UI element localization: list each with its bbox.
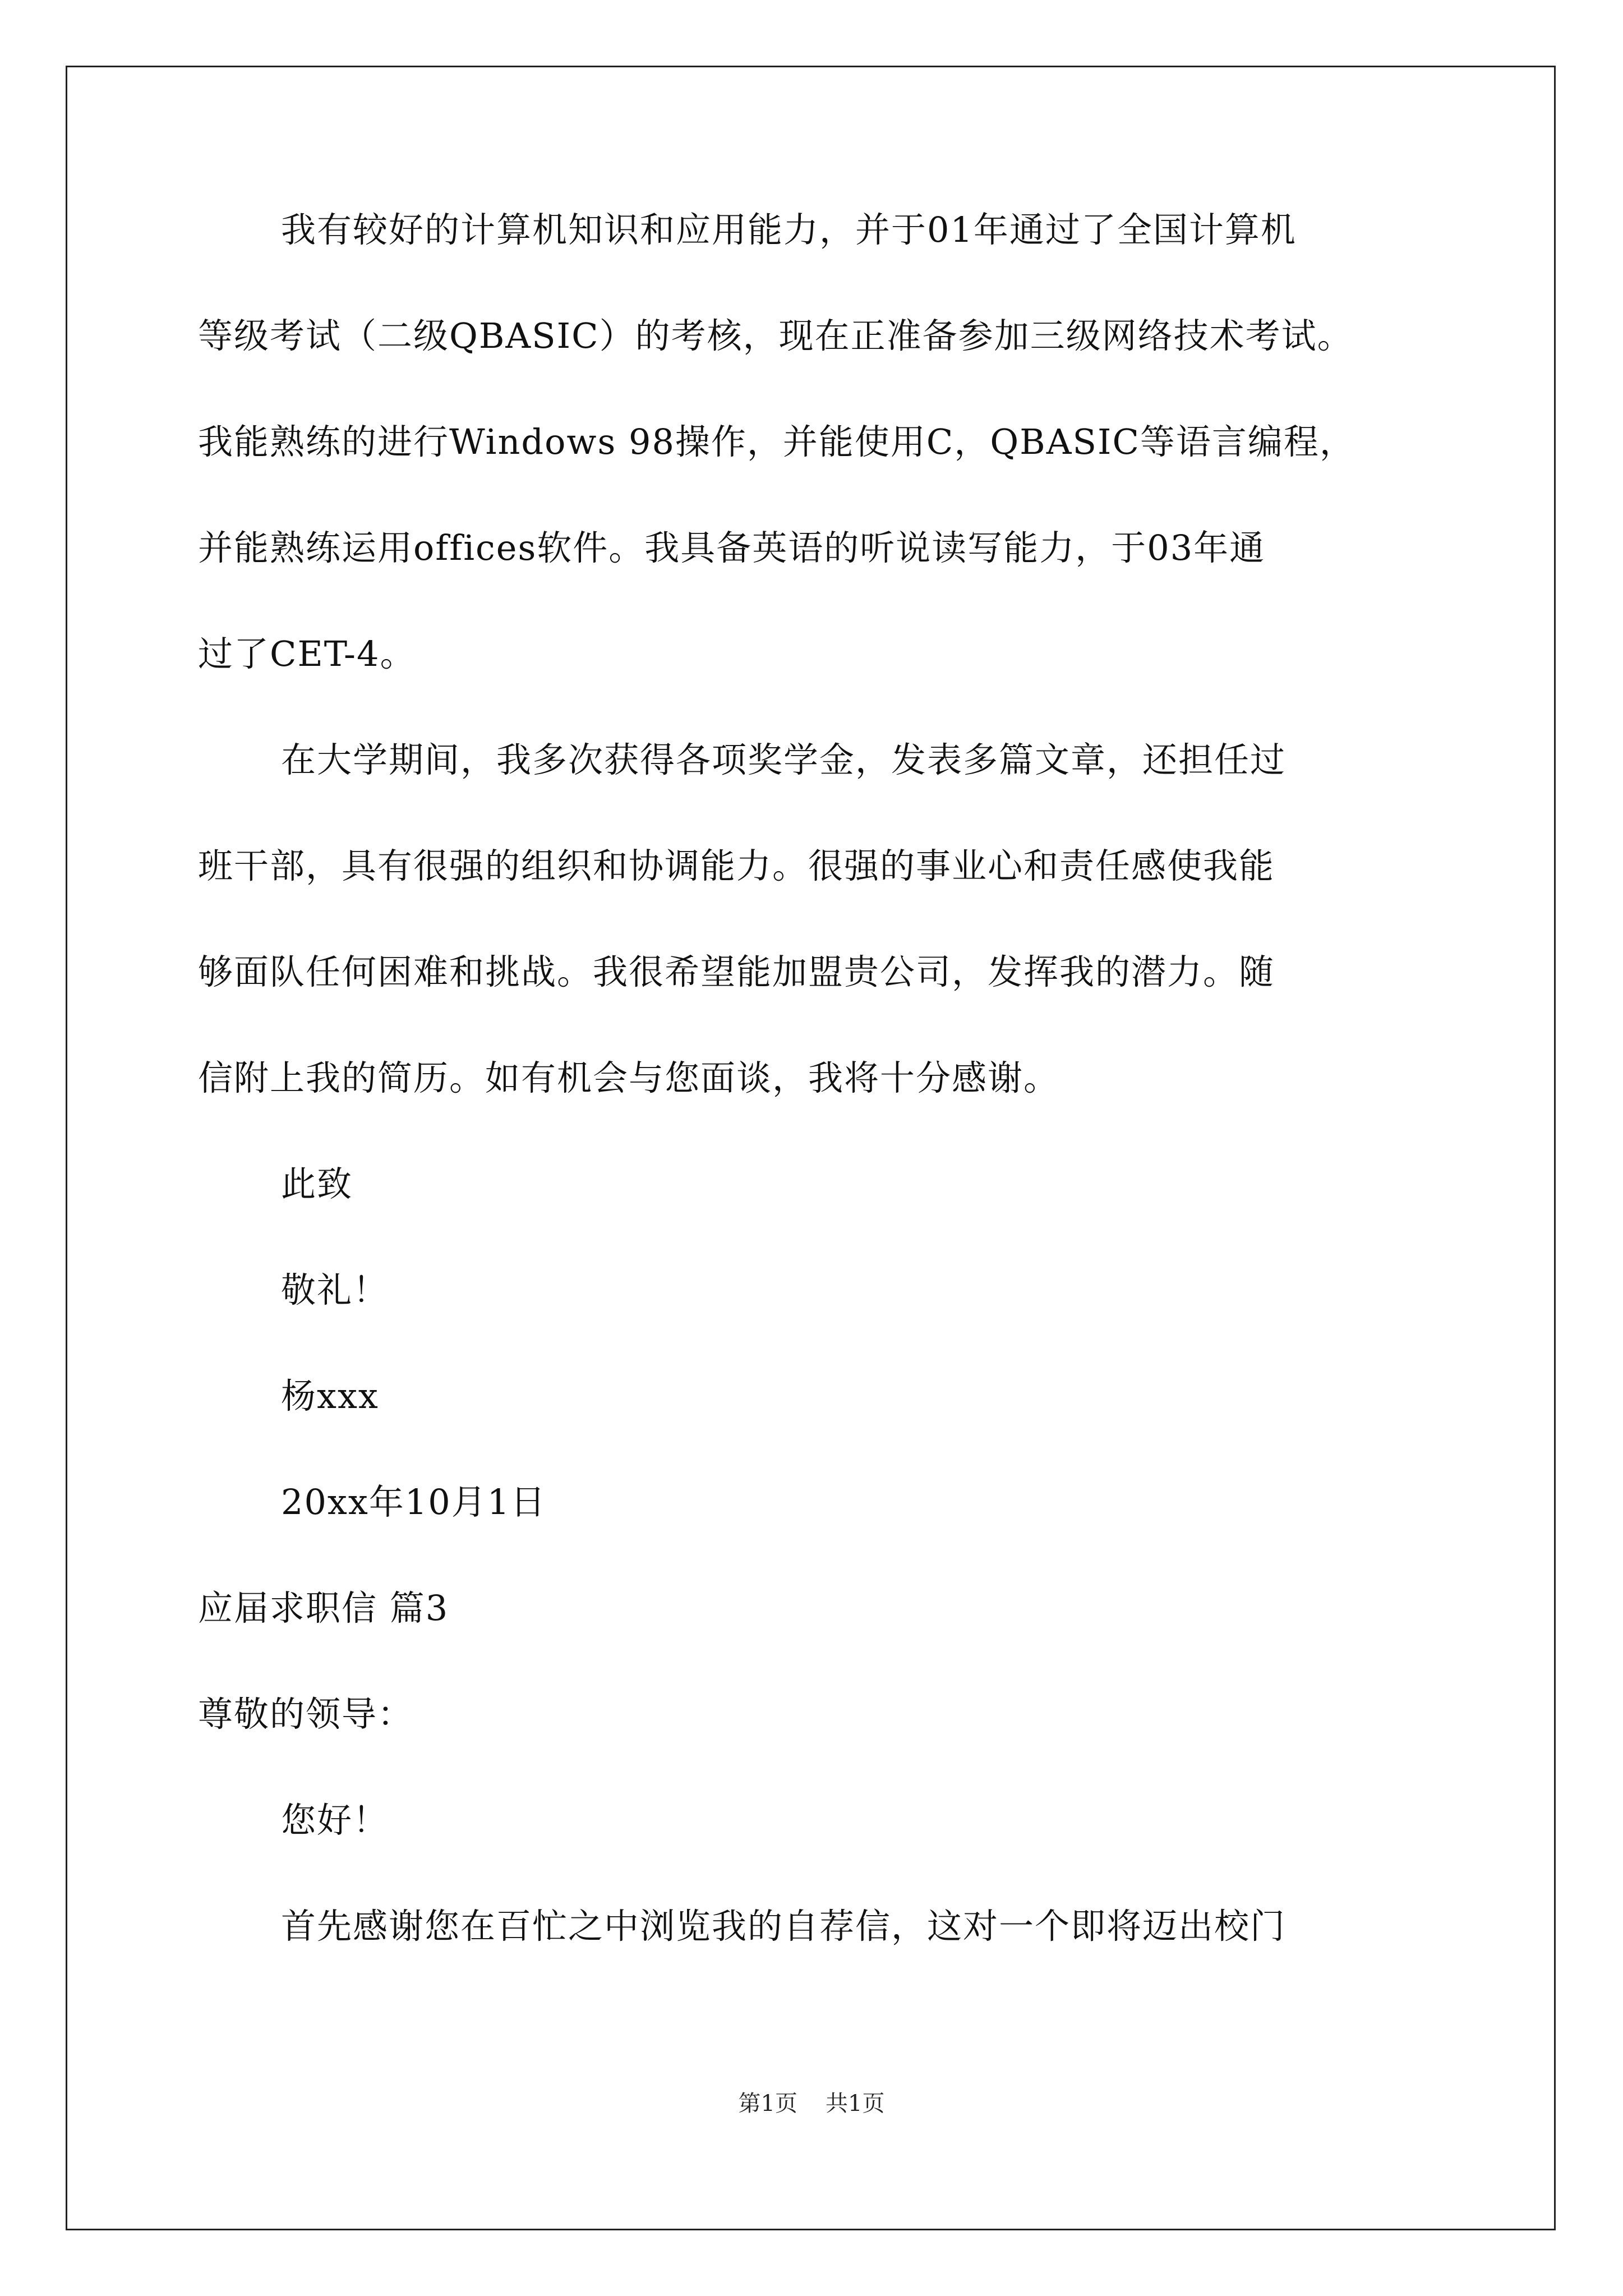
paragraph-2-line-3: 够面队任何困难和挑战。我很希望能加盟贵公司，发挥我的潜力。随 — [198, 951, 1275, 992]
salute: 敬礼！ — [281, 1269, 389, 1310]
section-title: 应届求职信 篇3 — [198, 1588, 449, 1628]
page-number: 第1页 — [738, 2091, 797, 2116]
greeting-to: 尊敬的领导： — [198, 1694, 414, 1734]
page-footer — [0, 2088, 1623, 2119]
paragraph-2-line-2: 班干部，具有很强的组织和协调能力。很强的事业心和责任感使我能 — [198, 845, 1275, 886]
paragraph-2-line-4: 信附上我的简历。如有机会与您面谈，我将十分感谢。 — [198, 1057, 1060, 1098]
greeting: 您好！ — [281, 1800, 389, 1841]
paragraph-1-line-3: 我能熟练的进行Windows 98操作，并能使用C，QBASIC等语言编程， — [198, 421, 1355, 462]
paragraph-1-line-2: 等级考试（二级QBASIC）的考核，现在正准备参加三级网络技术考试。 — [198, 315, 1353, 356]
paragraph-1-line-1: 我有较好的计算机知识和应用能力，并于01年通过了全国计算机 — [281, 209, 1297, 250]
signature: 杨xxx — [281, 1375, 379, 1416]
paragraph-2-line-1: 在大学期间，我多次获得各项奖学金，发表多篇文章，还担任过 — [281, 739, 1287, 780]
closing: 此致 — [281, 1163, 353, 1204]
date: 20xx年10月1日 — [281, 1481, 547, 1522]
paragraph-1-line-5: 过了CET-4。 — [198, 633, 416, 674]
page-total: 共1页 — [826, 2091, 885, 2116]
paragraph-1-line-4: 并能熟练运用offices软件。我具备英语的听说读写能力，于03年通 — [198, 527, 1266, 568]
paragraph-3-line-1: 首先感谢您在百忙之中浏览我的自荐信，这对一个即将迈出校门 — [281, 1906, 1287, 1947]
